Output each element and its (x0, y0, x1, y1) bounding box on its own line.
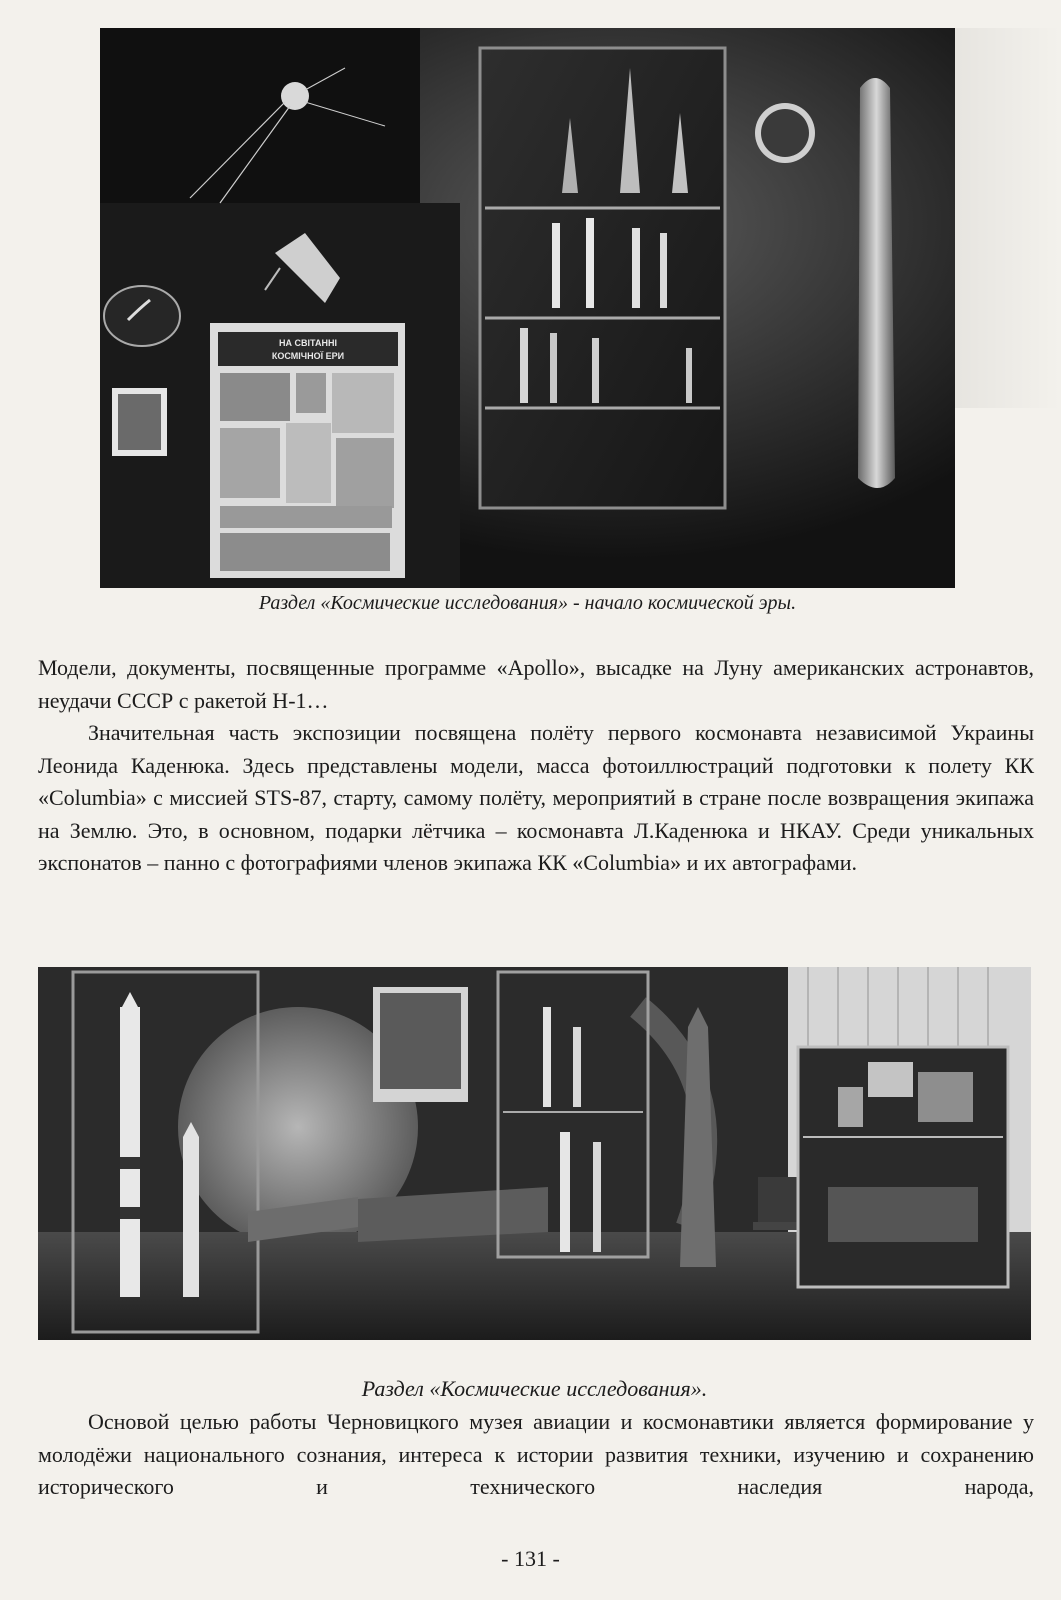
paragraph-apollo: Модели, документы, посвященные программе «Apollo», высадке на Луну американских астронавтов, неудачи СССР с ракетой Н-1… (38, 655, 1034, 713)
photo-space-hall-illustration (38, 967, 1031, 1340)
poster-title-line2: КОСМІЧНОЇ ЕРИ (271, 351, 345, 361)
page-number: - 131 - (501, 1546, 560, 1571)
photo2-caption: Раздел «Космические исследования». (361, 1376, 708, 1401)
paragraph-museum-goal: Основой целью работы Черновицкого музея авиации и космонавтики является формирование у молодёжи национального сознания, интереса к истории развития техники, изучению и сохранению исторического и технического наследия народа, (38, 1409, 1034, 1499)
photo-space-era-exhibit (100, 28, 955, 588)
poster-title-line1: НА СВІТАННІ (279, 338, 337, 348)
photo-space-research-hall (38, 967, 1031, 1340)
page-show-through (955, 28, 1061, 408)
photo1-caption: Раздел «Космические исследования» - начало космической эры. (258, 592, 797, 614)
photo-space-era-illustration (100, 28, 955, 588)
paragraph-kadenyuk: Значительная часть экспозиции посвящена полёту первого космонавта независимой Украины Леонида Каденюка. Здесь представлены модели, масса фотоиллюстраций подготовки к полету КК «Columbia» с миссией STS-87, старту, самому полёту, мероприятий в стране после возвращения экипажа на Землю. Это, в основном, подарки лётчика – космонавта Л.Каденюка и НКАУ. Среди уникальных экспонатов – панно с фотографиями членов экипажа КК «Columbia» и их автографами. (38, 720, 1034, 875)
